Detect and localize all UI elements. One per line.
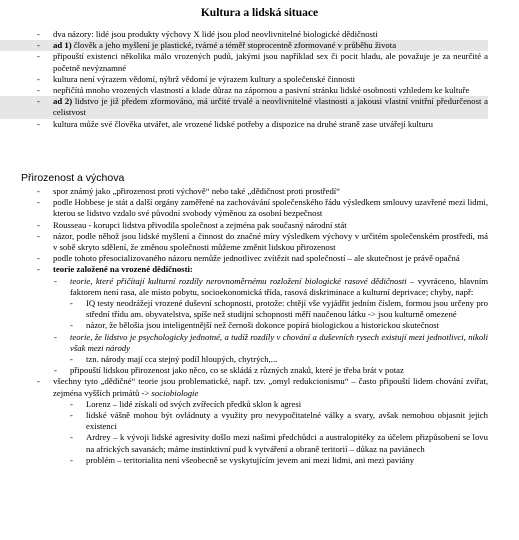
list-item: - připouští lidskou přirozenost jako něco, co se skládá z různých znaků, které je třeba brát v potaz: [54, 365, 404, 376]
list-item: - teorie založené na vrozené dědičnosti:: [37, 264, 193, 275]
list-item: - Rousseau - korupci lidstva přivodila společnost a zejména pak současný národní stát: [37, 219, 347, 230]
list-item: - názor, že bělošia jsou inteligentnější než černoši dokonce popírá biologickou a historickou skutečnost: [70, 320, 440, 331]
list-item: - Lorenz – lidé získali od svých zvířecích předků sklon k agresi: [70, 398, 302, 409]
views-list: [0, 29, 519, 130]
list-item: - názor, podle něhož jsou lidské myšlení a činnost do značné míry výsledkem výchovy v určitém společenském prostředí, má v sobě skryto sdělení, že změnou společnosti můžeme změnit lidskou přirozenost: [37, 230, 488, 253]
list-item: - tzn. národy mají cca stejný podíl hloupých, chytrých,...: [70, 354, 278, 365]
list-item: - ad 1) člověk a jeho myšlení je plastické, tvárné a téměř stoprocentně zformované v průběhu života: [0, 40, 488, 51]
list-item: - připouští existenci několika málo vrozených pudů, jakými jsou například sex či pocit hladu, ale považuje je za neurčité a početně nevýznamné: [37, 51, 488, 73]
section-heading: Přirozenost a výchova: [21, 172, 125, 184]
document-title: Kultura a lidská situace: [200, 7, 319, 19]
list-item: - podle tohoto přesocializovaného názoru nemůže jednotlivec zvítězit nad společností – ale skutečnost je právě opačná: [37, 253, 460, 264]
list-item: - nepřičítá mnoho vrozených vlastností a klade důraz na zápornou a pasivní stránku lidské osobnosti vzhledem ke kultuře: [37, 85, 470, 96]
list-item: - lidské vášně mohou být ovládnuty a využity pro nevypočitatelné války a svary, avšak nemohou objasnit jejich existenci: [70, 410, 488, 432]
nature-nurture-list: [0, 186, 519, 466]
list-item: - ad 2) lidstvo je již předem zformováno, má určité trvalé a neovlivnitelné vlastnosti a jakousi vlastní vnitřní předurčenost a celistvost: [0, 96, 488, 118]
list-item: - IQ testy neodrážejí vrozené duševní schopnosti, protože: chtějí vše vyjádřit jedním číslem, formou jsou určeny pro střední třídu am. obyvatelstva, spíše než studijní schopnosti měří naučenou látku -> jsou kulturně omezené: [70, 298, 488, 320]
list-item: - dva názory: lidé jsou produkty výchovy X lidé jsou plod neovlivnitelné biologické dědičnosti: [37, 29, 378, 39]
list-item: - kultura není výrazem vědomí, nýbrž vědomí je výrazem kultury a společenské činnosti: [37, 73, 356, 84]
list-item: - kultura může své člověka utvářet, ale vrozené lidské potřeby a dispozice na druhé straně zase utvářejí kulturu: [37, 118, 433, 129]
list-item: - podle Hobbese je stát a další orgány zaměřené na zachovávání společenského řádu výsledkem smlouvy uzavřené mezi lidmi, kterou se lidstvo vzdalo své původní svobody výměnou za osobní bezpečnost: [37, 197, 488, 219]
list-item: - teorie, že lidstvo je psychologicky jednotné, a tudíž rozdíly v chování a duševních rysech existují mezi jednotlivci, nikoli však mezi národy: [54, 331, 488, 353]
list-item: - všechny tyto „dědičné“ teorie jsou problematické, např. tzv. „omyl redukcionismu“ – často připouští lidem chování zvířat, zejména vyšších primátů -> sociobiologie: [37, 376, 488, 398]
list-item: - problém – teritorialita není všeobecně se vyskytujícím jevem ani mezi lidmi, ani mezi paviány: [70, 454, 415, 465]
list-item: - Ardrey – k vývoji lidské agresivity došlo mezi našimi předchůdci a australopitéky za účelem přizpůsobení se lovu na afrických savanách; máme instinktivní pud k vytváření a obraně teritorií – důkaz na paviánech: [70, 432, 488, 454]
list-item: - teorie, které přičítají kulturní rozdíly nerovnoměrnému rozložení biologické rasové dědičnosti – vyvráceno, hlavním faktorem není rasa, ale místo pobytu, socioekonomická třída, rasová diskriminace a kulturní deprivace; chyby, např:: [54, 275, 489, 297]
list-item: - spor známý jako „přirozenost proti výchově“ nebo také „dědičnost proti prostředí“: [37, 186, 341, 196]
